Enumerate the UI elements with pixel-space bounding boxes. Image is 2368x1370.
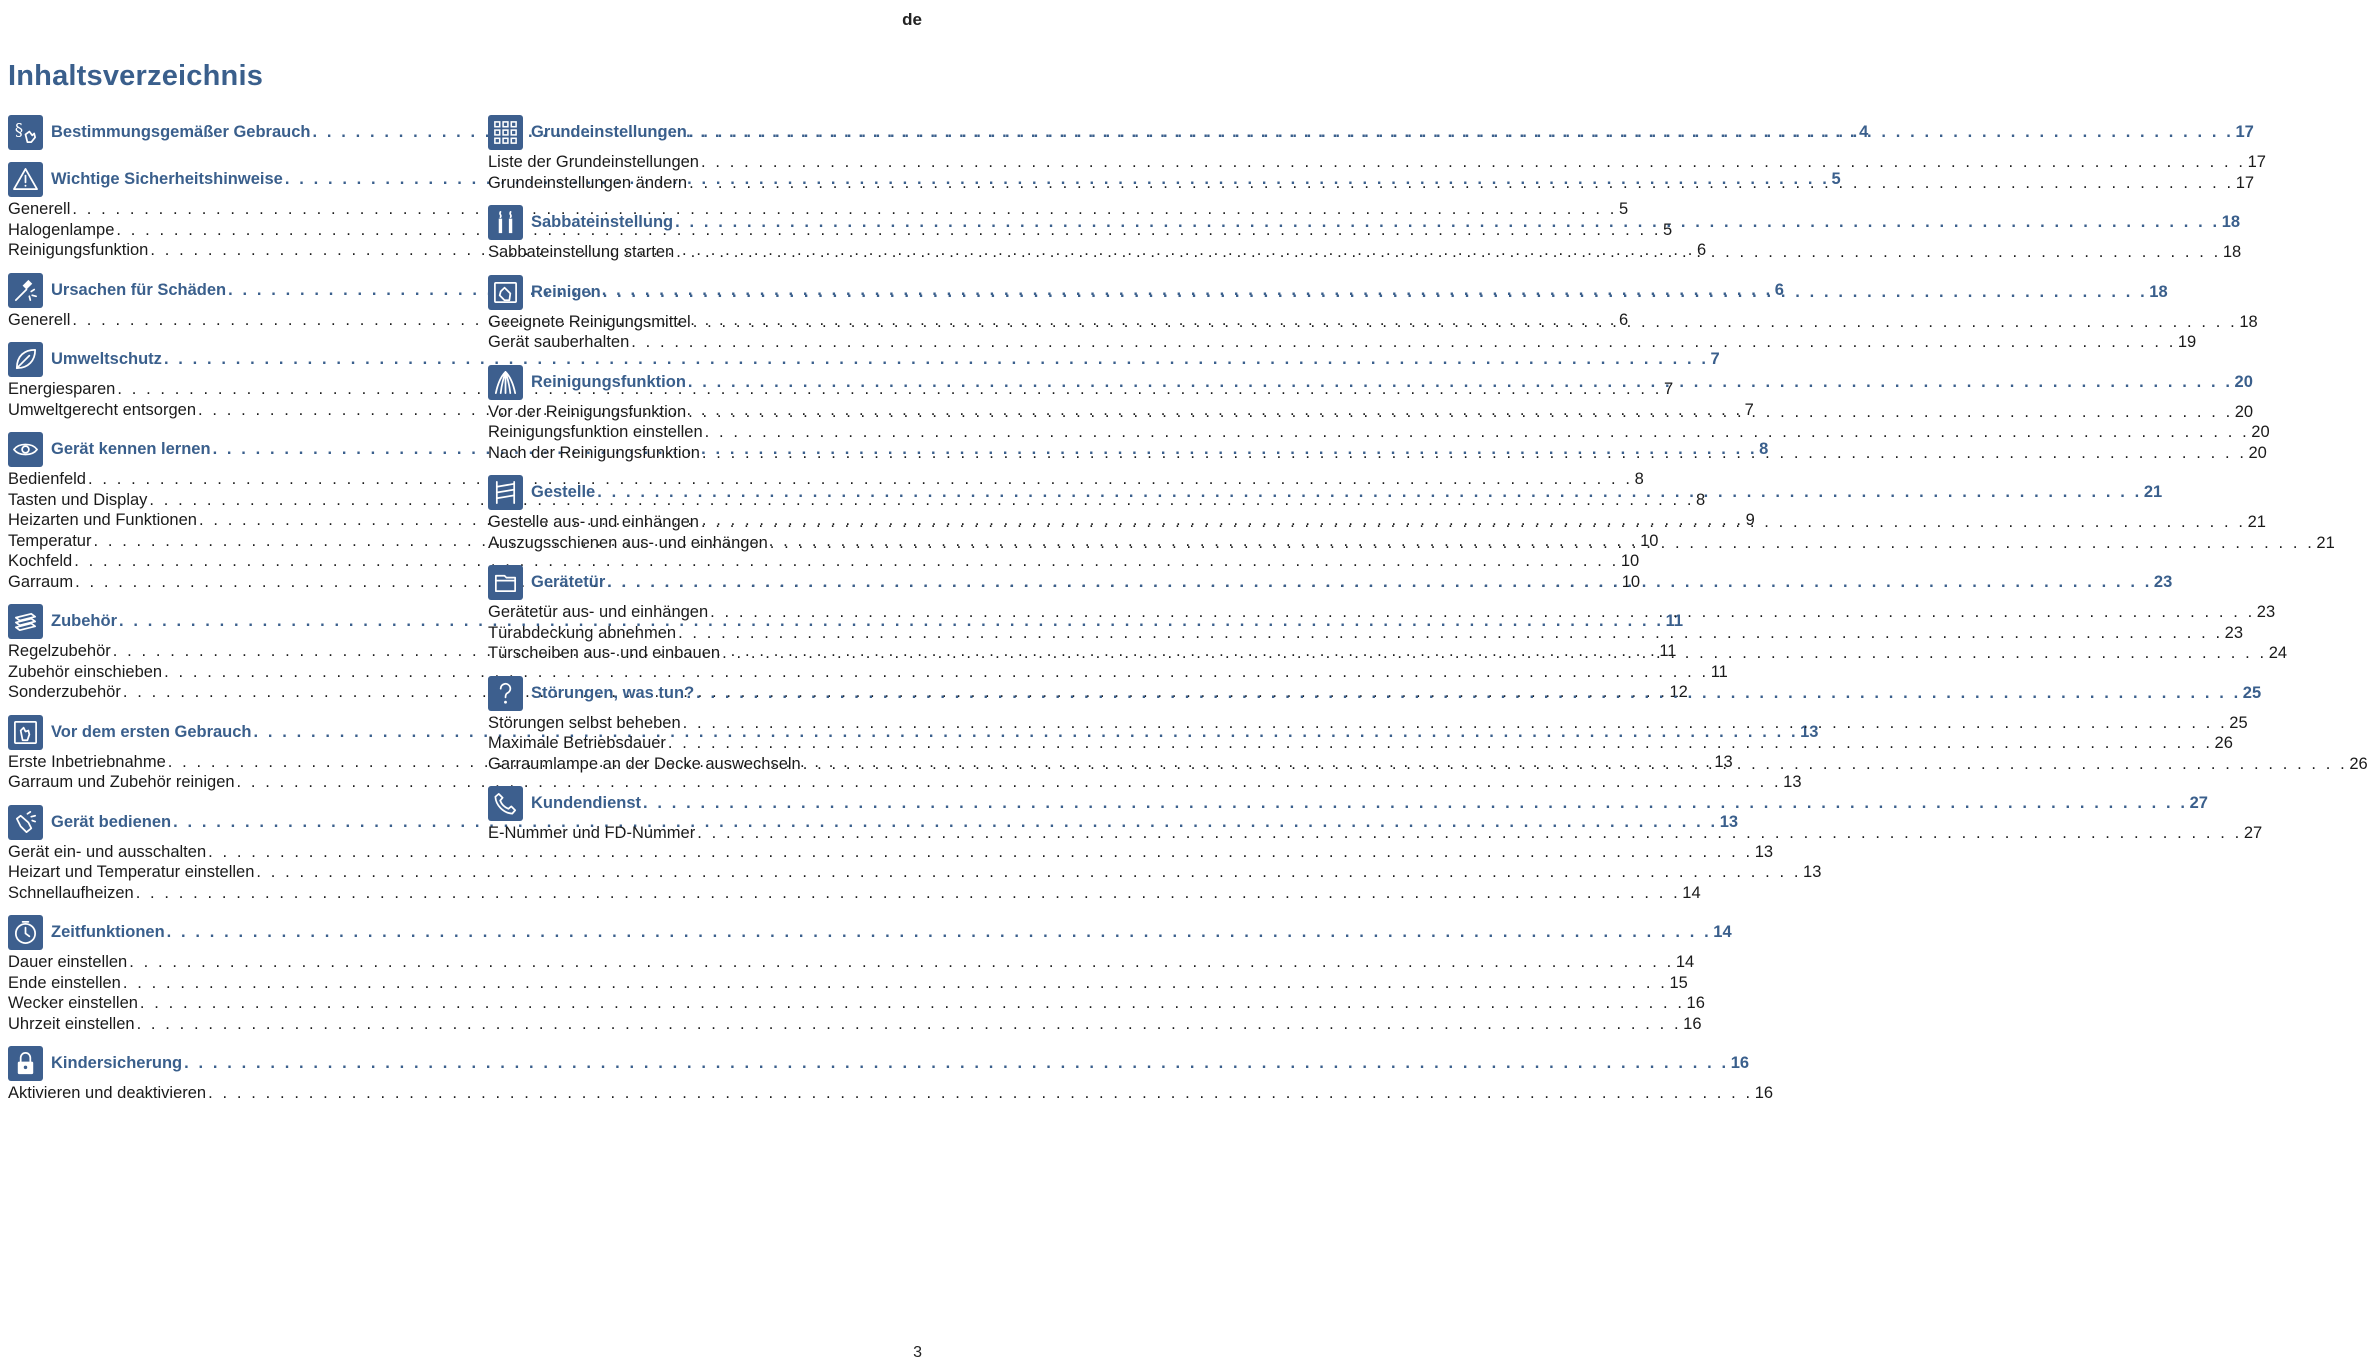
toc-section xyxy=(488,274,2258,354)
entry-title: Regelzubehör xyxy=(8,642,111,660)
section-page-number: 14 xyxy=(1713,923,1732,941)
section-title: Ursachen für Schäden xyxy=(51,280,227,299)
entry-page-number: 9 xyxy=(1745,511,1755,529)
entry-page-number: 8 xyxy=(1634,470,1644,488)
entry-page-number: 20 xyxy=(2251,423,2270,441)
section-heading[interactable] xyxy=(488,364,2253,401)
section-page-number: 23 xyxy=(2153,573,2173,591)
dot-leader xyxy=(688,400,2233,422)
toc-entry[interactable] xyxy=(488,402,2254,424)
section-title: Zeitfunktionen xyxy=(51,923,165,941)
toc-entry[interactable] xyxy=(8,973,1688,995)
toc-entry[interactable] xyxy=(8,470,1644,491)
dot-leader xyxy=(697,824,2242,843)
cleaning-hand-icon xyxy=(488,275,523,310)
entry-page-number: 13 xyxy=(1714,752,1733,771)
rack-icon xyxy=(488,475,523,510)
section-heading-line xyxy=(531,684,2261,703)
section-title: Bestimmungsgemäßer Gebrauch xyxy=(51,123,311,141)
toc-entry[interactable] xyxy=(8,842,1774,864)
section-title: Umweltschutz xyxy=(51,350,162,368)
toc-entry[interactable] xyxy=(8,552,1640,573)
toc-entry[interactable] xyxy=(488,243,2242,264)
section-page-number: 6 xyxy=(1774,280,1784,299)
toc-section xyxy=(8,1045,1774,1105)
entry-page-number: 14 xyxy=(1682,883,1701,902)
dot-leader xyxy=(803,752,2348,774)
section-heading-line xyxy=(531,373,2253,392)
section-page-number: 13 xyxy=(1800,722,1819,741)
section-title: Gestelle xyxy=(531,483,596,501)
dot-leader xyxy=(237,773,1782,792)
dot-leader xyxy=(184,1054,1729,1073)
section-page-number: 8 xyxy=(1759,440,1769,458)
dot-leader xyxy=(140,994,1685,1013)
entry-title: Gestelle aus- und einhängen xyxy=(488,513,699,531)
dot-leader xyxy=(136,884,1681,903)
dot-leader xyxy=(167,923,1712,942)
first-use-icon xyxy=(8,715,43,750)
dot-leader xyxy=(701,513,2246,532)
toc-entry[interactable] xyxy=(488,734,2233,755)
dot-leader xyxy=(688,373,2233,392)
dot-leader xyxy=(705,423,2250,442)
entry-page-number: 23 xyxy=(2224,623,2244,642)
entry-page-number: 5 xyxy=(1618,200,1629,218)
toc-section xyxy=(488,364,2270,465)
cleaning-function-icon xyxy=(488,365,523,400)
entry-page-number: 6 xyxy=(1618,310,1629,329)
entry-title: Temperatur xyxy=(8,531,92,550)
section-page-number: 18 xyxy=(2221,213,2241,231)
section-heading[interactable] xyxy=(488,274,2168,311)
entry-title: Geeignete Reinigungsmittel xyxy=(488,312,691,331)
dot-leader xyxy=(689,174,2234,193)
dot-leader xyxy=(693,310,2238,332)
section-title: Kundendienst xyxy=(531,794,641,812)
warning-icon xyxy=(8,162,43,197)
entry-title: Umweltgerecht entsorgen xyxy=(8,400,197,419)
paragraph-hand-icon xyxy=(8,115,43,150)
section-title: Störungen, was tun? xyxy=(531,683,695,702)
section-page-number: 17 xyxy=(2235,123,2254,141)
entry-page-number: 23 xyxy=(2256,603,2276,621)
entry-page-number: 13 xyxy=(1783,773,1802,791)
section-heading[interactable] xyxy=(488,204,2241,241)
entry-title: Reinigungsfunktion einstellen xyxy=(488,423,703,441)
section-heading-line xyxy=(531,483,2162,502)
toc-entry[interactable] xyxy=(488,333,2197,354)
toc-entry[interactable] xyxy=(8,200,1629,221)
dot-leader xyxy=(770,531,2315,553)
entry-title: Türabdeckung abnehmen xyxy=(488,623,677,642)
entry-title: Erste Inbetriebnahme xyxy=(8,752,166,771)
entry-title: Sonderzubehör xyxy=(8,683,121,701)
entry-page-number: 26 xyxy=(2214,734,2233,752)
entry-title: Auszugsschienen aus- und einhängen xyxy=(488,533,768,552)
entry-page-number: 20 xyxy=(2248,443,2267,462)
entry-title: Garraum und Zubehör reinigen xyxy=(8,773,235,791)
toc-entry[interactable] xyxy=(8,953,1695,974)
dot-leader xyxy=(701,153,2246,172)
dot-leader xyxy=(722,644,2267,663)
eye-icon xyxy=(8,432,43,467)
entry-title: Liste der Grundeinstellungen xyxy=(488,153,699,171)
entry-title: Gerätetür aus- und einhängen xyxy=(488,603,709,621)
entry-title: Störungen selbst beheben xyxy=(488,713,681,732)
entry-page-number: 18 xyxy=(2239,312,2258,331)
section-title: Vor dem ersten Gebrauch xyxy=(51,722,252,741)
entry-title: Zubehör einschieben xyxy=(8,662,163,681)
dot-leader xyxy=(164,663,1709,682)
section-heading-line xyxy=(531,573,2172,592)
entry-title: Energiesparen xyxy=(8,380,116,398)
entry-page-number: 12 xyxy=(1669,683,1688,701)
section-page-number: 13 xyxy=(1719,812,1739,831)
entry-title: Kochfeld xyxy=(8,552,73,570)
section-page-number: 11 xyxy=(1665,612,1684,630)
toc-entry[interactable] xyxy=(8,863,1822,884)
section-heading-line xyxy=(51,1054,1749,1073)
entry-page-number: 21 xyxy=(2247,513,2266,531)
section-heading[interactable] xyxy=(488,114,2254,151)
entry-page-number: 10 xyxy=(1640,531,1659,550)
entry-page-number: 13 xyxy=(1803,863,1822,881)
entry-page-number: 7 xyxy=(1744,400,1754,419)
section-title: Reinigungsfunktion xyxy=(531,372,686,391)
toc-entry[interactable] xyxy=(488,443,2267,465)
section-title: Gerätetür xyxy=(531,573,606,591)
toc-section xyxy=(488,114,2266,194)
entry-page-number: 24 xyxy=(2268,644,2288,662)
section-title: Wichtige Sicherheitshinweise xyxy=(51,170,283,188)
dot-leader xyxy=(676,243,2221,262)
section-title: Gerät kennen lernen xyxy=(51,440,211,458)
entry-page-number: 17 xyxy=(2247,153,2266,171)
entry-page-number: 11 xyxy=(1659,642,1677,660)
toc-entry[interactable] xyxy=(488,173,2255,195)
entry-page-number: 14 xyxy=(1675,953,1695,971)
page-title: Inhaltsverzeichnis xyxy=(8,60,264,92)
entry-title: Grundeinstellungen ändern xyxy=(488,173,688,192)
entry-page-number: 10 xyxy=(1620,552,1640,570)
toc-entry[interactable] xyxy=(488,623,2244,645)
question-icon xyxy=(488,676,523,711)
entry-page-number: 17 xyxy=(2235,173,2255,192)
section-page-number: 18 xyxy=(2149,282,2168,301)
dot-leader xyxy=(123,974,1668,993)
section-page-number: 21 xyxy=(2143,483,2163,501)
hammer-icon xyxy=(8,273,43,308)
section-heading-line xyxy=(531,280,2168,302)
toc-entry[interactable] xyxy=(8,994,1705,1015)
entry-page-number: 16 xyxy=(1683,1014,1702,1033)
dot-leader xyxy=(678,624,2223,643)
entry-title: Sabbateinstellung starten xyxy=(488,243,675,261)
section-heading-line xyxy=(531,123,2254,142)
entry-title: E-Nummer und FD-Nummer xyxy=(488,824,696,842)
entry-title: Gerät sauberhalten xyxy=(488,333,630,351)
dot-leader xyxy=(129,953,1674,972)
dot-leader xyxy=(702,444,2247,463)
entry-page-number: 8 xyxy=(1696,490,1706,509)
dot-leader xyxy=(208,1084,1753,1103)
entry-title: Türscheiben aus- und einbauen xyxy=(488,644,721,662)
dot-leader xyxy=(668,734,2213,753)
entry-page-number: 15 xyxy=(1669,973,1688,992)
dot-leader xyxy=(256,863,1801,882)
entry-title: Maximale Betriebsdauer xyxy=(488,734,666,752)
entry-page-number: 5 xyxy=(1663,220,1673,239)
candles-icon xyxy=(488,205,523,240)
section-title: Reinigen xyxy=(531,282,601,301)
dot-leader xyxy=(208,843,1753,862)
grid-settings-icon xyxy=(488,115,523,150)
toc-entry[interactable] xyxy=(488,824,2263,845)
entry-title: Garraumlampe an der Decke auswechseln xyxy=(488,754,801,773)
entry-title: Schnellaufheizen xyxy=(8,883,134,902)
toc-entry[interactable] xyxy=(8,883,1701,905)
section-title: Zubehör xyxy=(51,612,117,630)
section-page-number: 4 xyxy=(1859,123,1869,141)
dot-leader xyxy=(643,794,2188,813)
dot-leader xyxy=(137,1015,1682,1034)
section-page-number: 16 xyxy=(1730,1054,1750,1072)
toc-section xyxy=(488,204,2242,264)
entry-page-number: 7 xyxy=(1663,380,1674,398)
entry-title: Heizarten und Funktionen xyxy=(8,511,197,529)
entry-title: Generell xyxy=(8,200,71,218)
entry-title: Tasten und Display xyxy=(8,490,148,509)
section-heading-line xyxy=(51,923,1732,942)
entry-page-number: 10 xyxy=(1621,572,1641,591)
entry-title: Wecker einstellen xyxy=(8,994,138,1012)
entry-title: Reinigungsfunktion xyxy=(8,241,149,259)
oven-door-icon xyxy=(488,565,523,600)
dot-leader xyxy=(675,213,2220,232)
section-title: Kindersicherung xyxy=(51,1054,183,1072)
entry-page-number: 25 xyxy=(2229,713,2248,732)
dot-leader xyxy=(607,573,2152,592)
dot-leader xyxy=(631,333,2176,352)
section-page-number: 27 xyxy=(2189,794,2208,812)
entry-page-number: 16 xyxy=(1686,994,1705,1012)
toc-entry[interactable] xyxy=(8,773,1802,794)
toc-section xyxy=(8,914,1732,1035)
dot-leader xyxy=(710,603,2255,622)
section-title: Sabbateinstellung xyxy=(531,213,674,231)
section-heading-line xyxy=(531,213,2240,232)
section-heading[interactable] xyxy=(8,1045,1750,1082)
entry-page-number: 27 xyxy=(2243,824,2263,842)
toc-entry[interactable] xyxy=(488,513,2266,534)
entry-page-number: 20 xyxy=(2234,402,2254,421)
dot-leader xyxy=(164,350,1709,369)
entry-title: Aktivieren und deaktivieren xyxy=(8,1084,207,1102)
page-number: 3 xyxy=(913,1344,922,1361)
toc-entry[interactable] xyxy=(8,662,1728,684)
section-heading-line xyxy=(531,794,2208,813)
entry-title: Vor der Reinigungsfunktion xyxy=(488,402,687,421)
entry-title: Nach der Reinigungsfunktion xyxy=(488,443,700,462)
leaf-icon xyxy=(8,342,43,377)
entry-page-number: 11 xyxy=(1710,662,1728,681)
entry-title: Halogenlampe xyxy=(8,220,115,239)
entry-page-number: 16 xyxy=(1754,1084,1774,1102)
section-title: Grundeinstellungen xyxy=(531,123,687,141)
timer-icon xyxy=(8,915,43,950)
entry-page-number: 6 xyxy=(1696,241,1707,259)
entry-page-number: 26 xyxy=(2349,754,2368,773)
entry-page-number: 21 xyxy=(2316,533,2335,552)
dot-leader xyxy=(603,280,2148,302)
entry-title: Generell xyxy=(8,310,71,329)
section-heading[interactable] xyxy=(488,474,2163,511)
section-page-number: 5 xyxy=(1831,170,1841,188)
svg-text:§: § xyxy=(14,120,24,140)
section-page-number: 7 xyxy=(1710,350,1720,368)
section-heading[interactable] xyxy=(8,914,1732,951)
dot-leader xyxy=(683,714,2228,733)
entry-title: Bedienfeld xyxy=(8,470,86,488)
entry-page-number: 18 xyxy=(2222,243,2242,261)
lock-icon xyxy=(8,1046,43,1081)
entry-title: Uhrzeit einstellen xyxy=(8,1014,135,1033)
entry-title: Dauer einstellen xyxy=(8,953,128,971)
toc-entry[interactable] xyxy=(8,1084,1774,1105)
section-page-number: 20 xyxy=(2234,372,2253,391)
hand-operate-icon xyxy=(8,805,43,840)
section-title: Gerät bedienen xyxy=(51,812,172,831)
language-code: de xyxy=(902,10,922,29)
toc-entry[interactable] xyxy=(488,153,2266,174)
dot-leader xyxy=(689,123,2234,142)
entry-title: Gerät ein- und ausschalten xyxy=(8,842,207,861)
dot-leader xyxy=(597,483,2142,502)
dot-leader xyxy=(696,684,2241,703)
entry-page-number: 19 xyxy=(2177,333,2197,351)
section-page-number: 25 xyxy=(2242,683,2262,702)
entry-title: Garraum xyxy=(8,572,74,591)
entry-page-number: 13 xyxy=(1754,842,1774,861)
toc-entry[interactable] xyxy=(488,423,2270,444)
accessory-tray-icon xyxy=(8,604,43,639)
toc-entry[interactable] xyxy=(8,1014,1702,1036)
entry-title: Ende einstellen xyxy=(8,973,121,992)
toc-entry[interactable] xyxy=(488,312,2258,334)
phone-icon xyxy=(488,786,523,821)
entry-title: Heizart und Temperatur einstellen xyxy=(8,863,255,881)
